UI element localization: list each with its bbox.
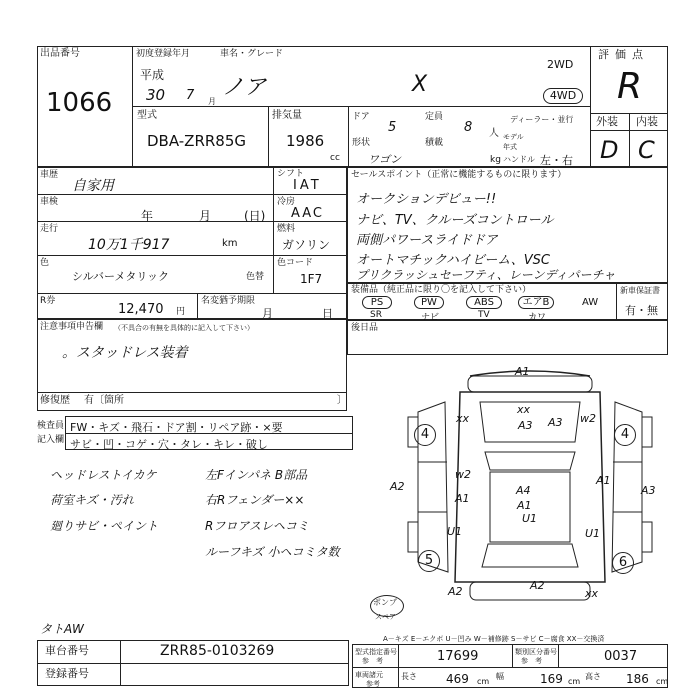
- type-num-label: 型式指定番号: [355, 648, 397, 656]
- inspect-row-1: FW・キズ・飛石・ドア割・リペア跡・×要: [70, 421, 283, 434]
- door-value: 5: [388, 120, 397, 135]
- notes-label: 注意事項申告欄: [40, 322, 104, 332]
- shape-label: 形状: [352, 138, 371, 148]
- handle-label: ハンドル: [503, 155, 535, 164]
- damage-mark: A2: [448, 585, 463, 598]
- damage-mark: A3: [548, 416, 563, 429]
- mileage-value: 10万1千917: [88, 237, 170, 253]
- hand-note: タトAW: [40, 622, 84, 636]
- color-value: シルバーメタリック: [72, 270, 169, 283]
- damage-mark: U1: [522, 512, 538, 525]
- cap-label: 定員: [425, 112, 444, 122]
- hand-note: ヘッドレストイカケ: [50, 468, 157, 482]
- int-label: 内装: [636, 115, 658, 128]
- reg-era: 平成: [140, 68, 165, 82]
- mileage-label: 走行: [40, 224, 59, 234]
- hist-value: 自家用: [72, 178, 114, 194]
- shape-value: ワゴン: [368, 153, 401, 166]
- damage-mark: xx: [456, 412, 470, 425]
- damage-mark: A4: [516, 484, 531, 497]
- damage-mark: A2: [390, 480, 405, 493]
- shaken-day: (日): [244, 209, 266, 223]
- hand-note: ルーフキズ 小ヘコミタ数: [205, 545, 340, 559]
- damage-mark: U1: [447, 525, 463, 538]
- hand-note: 荷室キズ・汚れ: [50, 493, 134, 507]
- chassis-value: ZRR85-0103269: [160, 643, 275, 659]
- meter-day: 日: [322, 307, 333, 320]
- lot-label: 出品番号: [40, 48, 80, 59]
- drive-4wd-circled: 4WD: [543, 88, 583, 104]
- spare-label: スペア: [375, 613, 396, 621]
- door-label: ドア: [352, 112, 370, 122]
- damage-mark: xx: [517, 403, 531, 416]
- shaken-label: 車検: [40, 197, 59, 207]
- class-sub: 参 考: [521, 657, 542, 665]
- model-year-label: モデル年式: [503, 133, 524, 151]
- ext-grade: D: [600, 136, 619, 164]
- model-grade: X: [412, 72, 428, 97]
- sales-label: セールスポイント（正常に機能するものに限ります）: [351, 170, 567, 180]
- lot-number: 1066: [46, 88, 113, 118]
- mileage-unit: km: [222, 238, 238, 249]
- shaken-month: 月: [199, 209, 212, 223]
- load-label: 積載: [425, 138, 444, 148]
- equip-label: 装備品（純正品に限り〇を記入して下さい）: [351, 285, 532, 295]
- drive-2wd: 2WD: [547, 58, 574, 71]
- hei-value: 186: [626, 672, 649, 686]
- r-label: R券: [40, 296, 56, 306]
- color-code-label: 色コード: [277, 258, 314, 268]
- sales-item: 両側パワースライドドア: [356, 233, 498, 248]
- inspect-row-2: サビ・凹・コゲ・穴・タレ・キレ・破し: [70, 438, 268, 451]
- reg-month: 7: [186, 88, 195, 103]
- warranty-value: 有・無: [625, 304, 658, 317]
- cap-value: 8: [464, 120, 473, 135]
- load-unit: kg: [490, 155, 501, 165]
- meter-month: 月: [262, 307, 273, 320]
- panel-circle: 5: [418, 550, 440, 572]
- model-label: 車名・グレード: [220, 49, 284, 59]
- meter-label: 名変猶予期限: [201, 296, 256, 306]
- equip-navi: ナビ: [421, 313, 440, 323]
- equip-ps: PS: [362, 296, 392, 309]
- dim-sub: 参考: [366, 680, 380, 688]
- damage-mark: A3: [518, 419, 533, 432]
- equip-pw: PW: [414, 296, 444, 309]
- wid-unit: cm: [568, 677, 581, 686]
- damage-mark: A1: [517, 499, 532, 512]
- wid-label: 幅: [496, 672, 504, 681]
- class-value: 0037: [604, 649, 638, 664]
- panel-circle: 6: [612, 552, 634, 574]
- pump-label: ポンプ: [373, 598, 397, 607]
- repair-value: 有〔箇所: [84, 395, 124, 406]
- hei-label: 高さ: [585, 672, 601, 681]
- equip-tv: TV: [478, 310, 490, 320]
- repair-end: 〕: [337, 395, 347, 406]
- notes-text: 。スタッドレス装着: [62, 345, 188, 361]
- hei-unit: cm: [656, 677, 669, 686]
- equip-aw: AW: [582, 297, 599, 308]
- backday-frame: [347, 320, 668, 355]
- len-unit: cm: [477, 677, 490, 686]
- damage-legend: A－キズ E－エクボ U－凹み W－補修跡 S－サビ C－腐食 XX－交換済: [383, 635, 605, 643]
- panel-circle: 4: [614, 424, 636, 446]
- hand-note: 左Fインパネ B部品: [205, 468, 308, 482]
- sales-item: ナビ、TV、クルーズコントロール: [356, 213, 554, 228]
- dealer-label: ディーラー・並行: [510, 115, 574, 124]
- color-label: 色: [40, 258, 50, 268]
- shaken-year: 年: [141, 209, 154, 223]
- damage-mark: A1: [515, 365, 530, 378]
- reg-year: 30: [146, 86, 166, 104]
- ac-label: 冷房: [277, 197, 296, 207]
- damage-mark: w2: [580, 412, 596, 425]
- r-unit: 円: [176, 307, 186, 317]
- equip-airbag: エアB: [518, 296, 554, 309]
- shift-value: IAT: [293, 178, 322, 193]
- paint-label: 色替: [246, 272, 265, 282]
- inspect-label-1: 検査員: [37, 421, 65, 431]
- shift-label: シフト: [277, 169, 305, 179]
- sales-item: オークションデビュー!!: [356, 192, 497, 207]
- repair-label: 修復歴: [40, 395, 70, 406]
- dim-label: 車両諸元: [355, 671, 383, 679]
- handle-value: 左・右: [540, 154, 573, 167]
- reg-month-unit: 月: [208, 97, 216, 106]
- type-label: 型式: [137, 110, 157, 121]
- len-label: 長さ: [401, 672, 417, 681]
- r-value: 12,470: [118, 302, 164, 317]
- hist-label: 車歴: [40, 170, 59, 180]
- damage-mark: A2: [530, 579, 545, 592]
- int-grade: C: [638, 136, 655, 164]
- reg-number-label: 登録番号: [45, 667, 89, 680]
- grade-score: R: [617, 66, 643, 107]
- type-num-value: 17699: [437, 649, 479, 664]
- damage-mark: A3: [641, 484, 656, 497]
- equip-abs: ABS: [466, 296, 502, 309]
- disp-unit: cc: [330, 153, 340, 163]
- wid-value: 169: [540, 672, 563, 686]
- fuel-label: 燃料: [277, 224, 296, 234]
- type-value: DBA-ZRR85G: [147, 132, 247, 150]
- hand-note: Rフロアスレヘコミ: [205, 519, 309, 533]
- model-name: ノア: [222, 75, 267, 100]
- warranty-label: 新車保証書: [620, 286, 660, 295]
- damage-mark: xx: [585, 587, 599, 600]
- backday-label: 後日品: [351, 323, 379, 333]
- len-value: 469: [446, 672, 469, 686]
- ext-label: 外装: [596, 115, 618, 128]
- grade-label: 評価点: [598, 48, 649, 61]
- damage-mark: A1: [596, 474, 611, 487]
- fuel-value: ガソリン: [282, 238, 331, 252]
- damage-mark: A1: [455, 492, 470, 505]
- hand-note: 廻りサビ・ペイント: [50, 519, 159, 533]
- sales-item: オートマチックハイビーム、VSC: [356, 253, 550, 268]
- cap-unit: 人: [489, 128, 499, 139]
- disp-value: 1986: [286, 132, 325, 150]
- equip-leather: カワ: [528, 313, 547, 323]
- class-label: 類別区分番号: [515, 648, 557, 656]
- damage-mark: U1: [585, 527, 601, 540]
- color-code-value: 1F7: [300, 272, 323, 286]
- equip-sr: SR: [370, 310, 382, 320]
- chassis-label: 車台番号: [45, 644, 89, 657]
- disp-label: 排気量: [272, 110, 302, 121]
- inspect-label-2: 記入欄: [37, 435, 65, 445]
- hand-note: 右Rフェンダー××: [205, 493, 305, 507]
- notes-sub: （不具合の有無を具体的に記入して下さい）: [114, 324, 254, 332]
- type-num-sub: 参 考: [362, 657, 383, 665]
- damage-mark: w2: [455, 468, 471, 481]
- ac-value: AAC: [291, 206, 324, 221]
- panel-circle: 4: [414, 424, 436, 446]
- reg-date-label: 初度登録年月: [136, 49, 191, 59]
- sales-item: プリクラッシュセーフティ、レーンディパーチャ: [356, 268, 616, 282]
